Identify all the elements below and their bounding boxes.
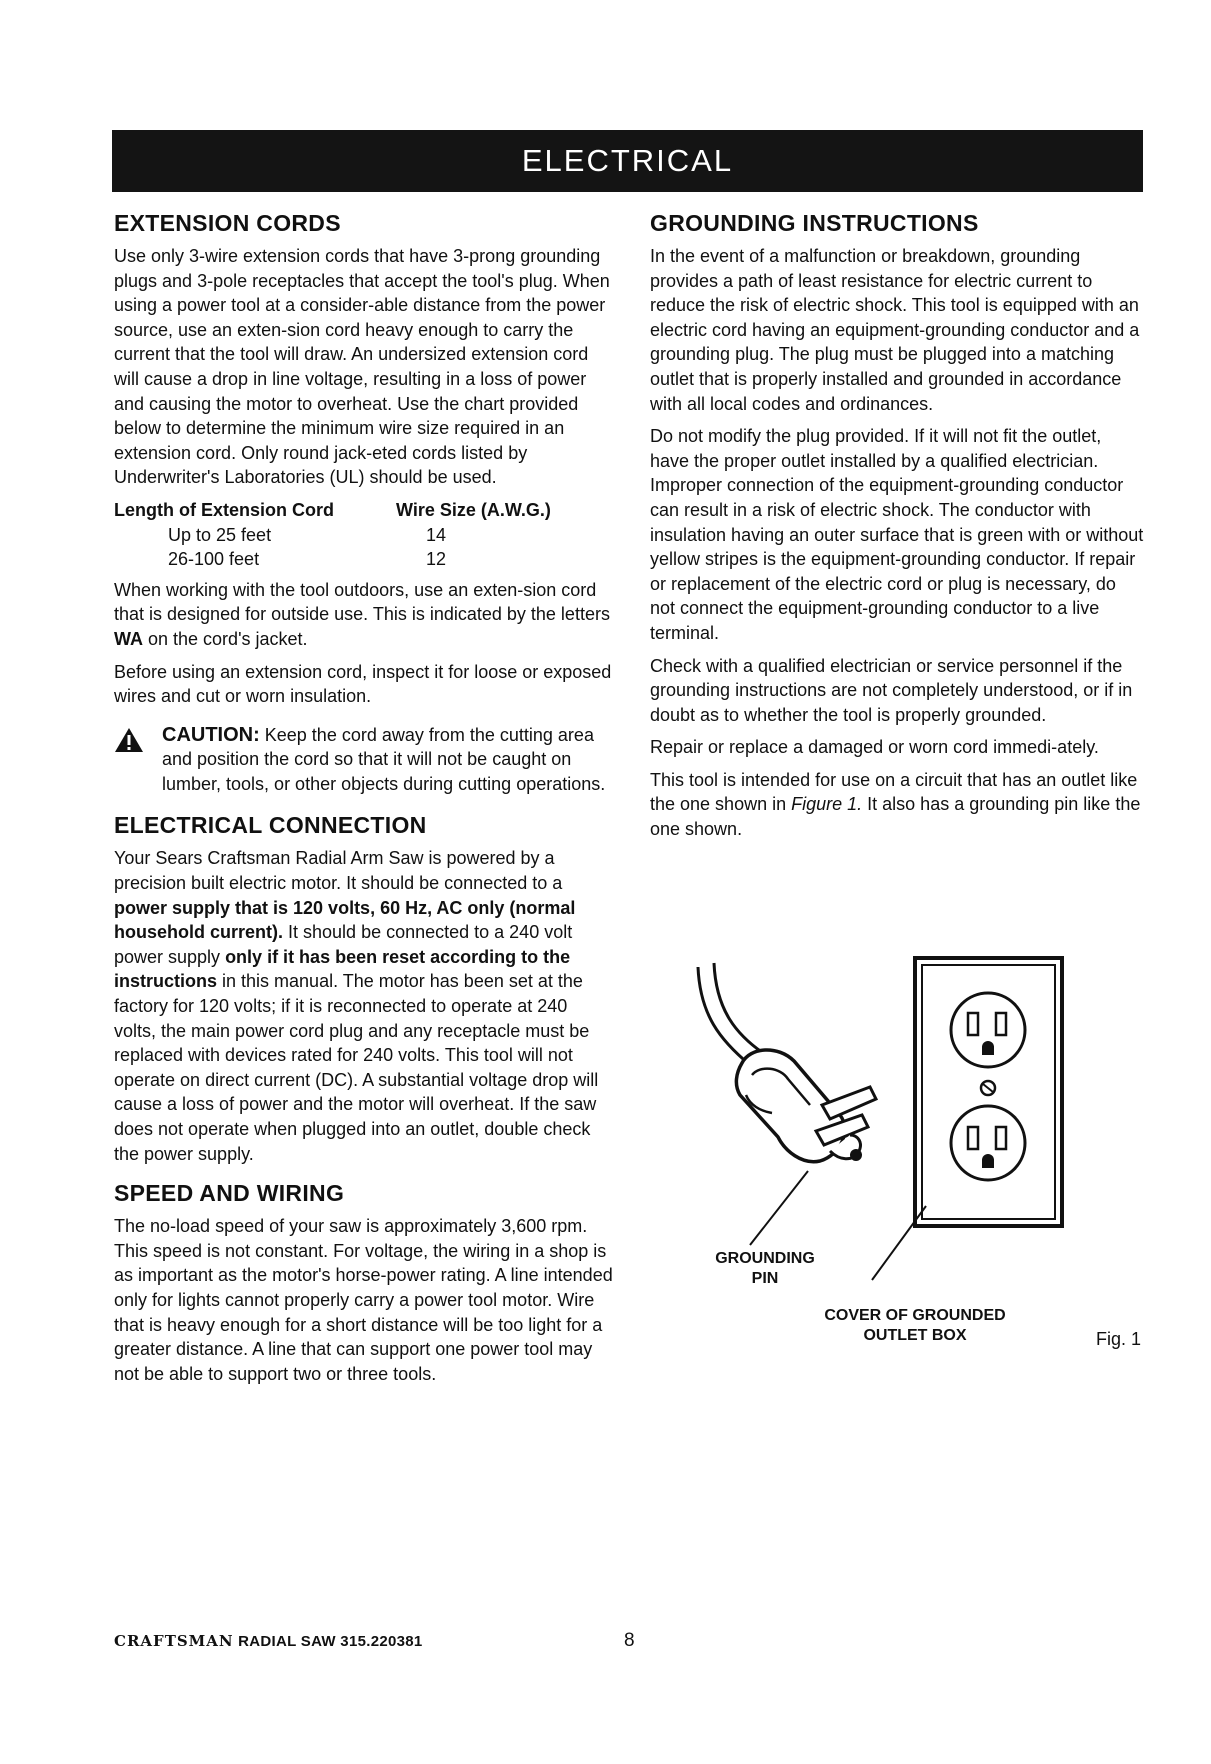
table-row bbox=[114, 523, 614, 548]
outlet-plug-illustration bbox=[690, 955, 1090, 1285]
figure-number: Fig. 1 bbox=[1096, 1329, 1142, 1349]
caution-text: Keep the cord away from the cutting area and position the cord so that it will not be caught on lumber, tools, or other objects during cutting operations. bbox=[162, 724, 606, 794]
extension-cords-paragraph: Use only 3-wire extension cords that have 3-prong grounding plugs and 3-pole receptacles that accept the tool's plug. When using a power tool at a consider-able distance from the power source, use an exten-sion cord heavy enough to carry the current that the tool will draw. An undersized extension cord will cause a drop in line voltage, resulting in a loss of power and causing the motor to overheat. Use the chart provided below to determine the minimum wire size required in an extension cord. Only round jack-eted cords listed by Underwriter's Laboratories (UL) should be used. bbox=[114, 246, 610, 488]
figure-outlet-plug bbox=[690, 955, 1090, 1285]
grounding-pin-label bbox=[710, 1249, 820, 1289]
outlet-box-label bbox=[800, 1306, 1030, 1346]
label-box-line-2: OUTLET BOX bbox=[863, 1327, 967, 1344]
label-pin-line-1: GROUNDING bbox=[715, 1250, 815, 1267]
extension-cords-heading: EXTENSION CORDS bbox=[114, 210, 341, 236]
right-column bbox=[650, 208, 1145, 850]
caution-block bbox=[114, 723, 614, 797]
speed-wiring-paragraph: The no-load speed of your saw is approximately 3,600 rpm. This speed is not constant. For voltage, the wiring in a shop is as important as the motor's horse-power rating. A line intended only for lights cannot properly carry a power tool motor. Wire that is heavy enough for a short distance will be too light for a greater distance. A line that can support one power tool may not be able to support two or three tools. bbox=[114, 1216, 613, 1384]
section-banner: ELECTRICAL bbox=[112, 130, 1143, 192]
page-number: 8 bbox=[624, 1630, 635, 1651]
grounding-paragraph-2: Do not modify the plug provided. If it will not fit the outlet, have the proper outlet installed by a qualified electrician. Improper connection of the equipment-grounding conductor can result in a risk of electric shock. The conductor with insulation having an outer surface that is green with or without yellow stripes is the equipment-grounding conductor. If repair or replacement of the electric cord or plug is necessary, do not connect the equipment-grounding conductor to a live terminal. bbox=[650, 426, 1144, 643]
electrical-connection-heading: ELECTRICAL CONNECTION bbox=[114, 812, 427, 839]
model-number: RADIAL SAW 315.220381 bbox=[233, 1633, 423, 1650]
header-length: Length of Extension Cord bbox=[114, 499, 334, 520]
cord-length: 26-100 feet bbox=[168, 549, 260, 570]
wa-letters: WA bbox=[114, 628, 143, 649]
grounding-paragraph-4: Repair or replace a damaged or worn cord immedi-ately. bbox=[650, 737, 1099, 758]
grounding-instructions-heading: GROUNDING INSTRUCTIONS bbox=[650, 210, 979, 236]
conn-bold-1: power supply that is 120 volts, 60 Hz, AC only (normal household current). bbox=[114, 897, 576, 943]
conn-bold-2: only if it has been reset according to the instructions bbox=[114, 946, 571, 992]
caution-label: CAUTION: bbox=[162, 723, 260, 746]
outdoor-text-1: When working with the tool outdoors, use an exten-sion cord that is designed for outside use. This is indicated by the letters bbox=[114, 579, 610, 625]
figure-ref: Figure 1. bbox=[791, 794, 863, 815]
label-pin-line-2: PIN bbox=[751, 1270, 779, 1287]
grounding-paragraph-3: Check with a qualified electrician or service personnel if the grounding instructions are not completely understood, or if in doubt as to whether the tool is properly grounded. bbox=[650, 655, 1133, 725]
table-row bbox=[114, 547, 614, 572]
extension-cord-table bbox=[114, 498, 614, 572]
left-column bbox=[114, 208, 614, 1394]
wire-size: 14 bbox=[426, 524, 447, 545]
conn-text-3: in this manual. The motor has been set at the factory for 120 volts; if it is reconnected to operate at 240 volts, the main power cord plug and any receptacle must be replaced with devices rated for 240 volts. This tool will not operate on direct current (DC). A substantial voltage drop will cause a loss of power and the motor will overheat. If the saw does not operate when plugged into an outlet, double check the power supply. bbox=[114, 971, 599, 1164]
outdoor-cord-paragraph bbox=[114, 578, 614, 652]
conn-text-2: It should be connected to a 240 volt power supply bbox=[114, 922, 573, 967]
warning-triangle-icon bbox=[114, 727, 144, 753]
grounding-paragraph-1: In the event of a malfunction or breakdown, grounding provides a path of least resistance for electric current to reduce the risk of electric shock. This tool is equipped with an electric cord having an equipment-grounding conductor and a grounding plug. The plug must be plugged into a matching outlet that is properly installed and grounded in accordance with all local codes and ordinances. bbox=[650, 246, 1140, 414]
cord-table-header bbox=[114, 498, 614, 523]
grounding-paragraph-5 bbox=[650, 768, 1145, 842]
speed-wiring-heading: SPEED AND WIRING bbox=[114, 1180, 345, 1207]
gnd-text-2: It also has a grounding pin like the one shown. bbox=[650, 794, 1141, 840]
inspect-cord-paragraph: Before using an extension cord, inspect it for loose or exposed wires and cut or worn insulation. bbox=[114, 661, 612, 707]
outdoor-text-2: on the cord's jacket. bbox=[143, 628, 308, 649]
wire-size: 12 bbox=[426, 549, 447, 570]
label-box-line-1: COVER OF GROUNDED bbox=[824, 1307, 1006, 1324]
footer-model bbox=[114, 1632, 423, 1650]
cord-length: Up to 25 feet bbox=[168, 524, 272, 545]
gnd-text-1: This tool is intended for use on a circuit that has an outlet like the one shown in bbox=[650, 769, 1138, 815]
electrical-connection-paragraph bbox=[114, 846, 614, 1166]
brand-logo: CRAFTSMAN bbox=[114, 1632, 234, 1650]
header-wire-size: Wire Size (A.W.G.) bbox=[396, 499, 551, 520]
conn-text-1: Your Sears Craftsman Radial Arm Saw is powered by a precision built electric motor. It should be connected to a bbox=[114, 848, 563, 894]
